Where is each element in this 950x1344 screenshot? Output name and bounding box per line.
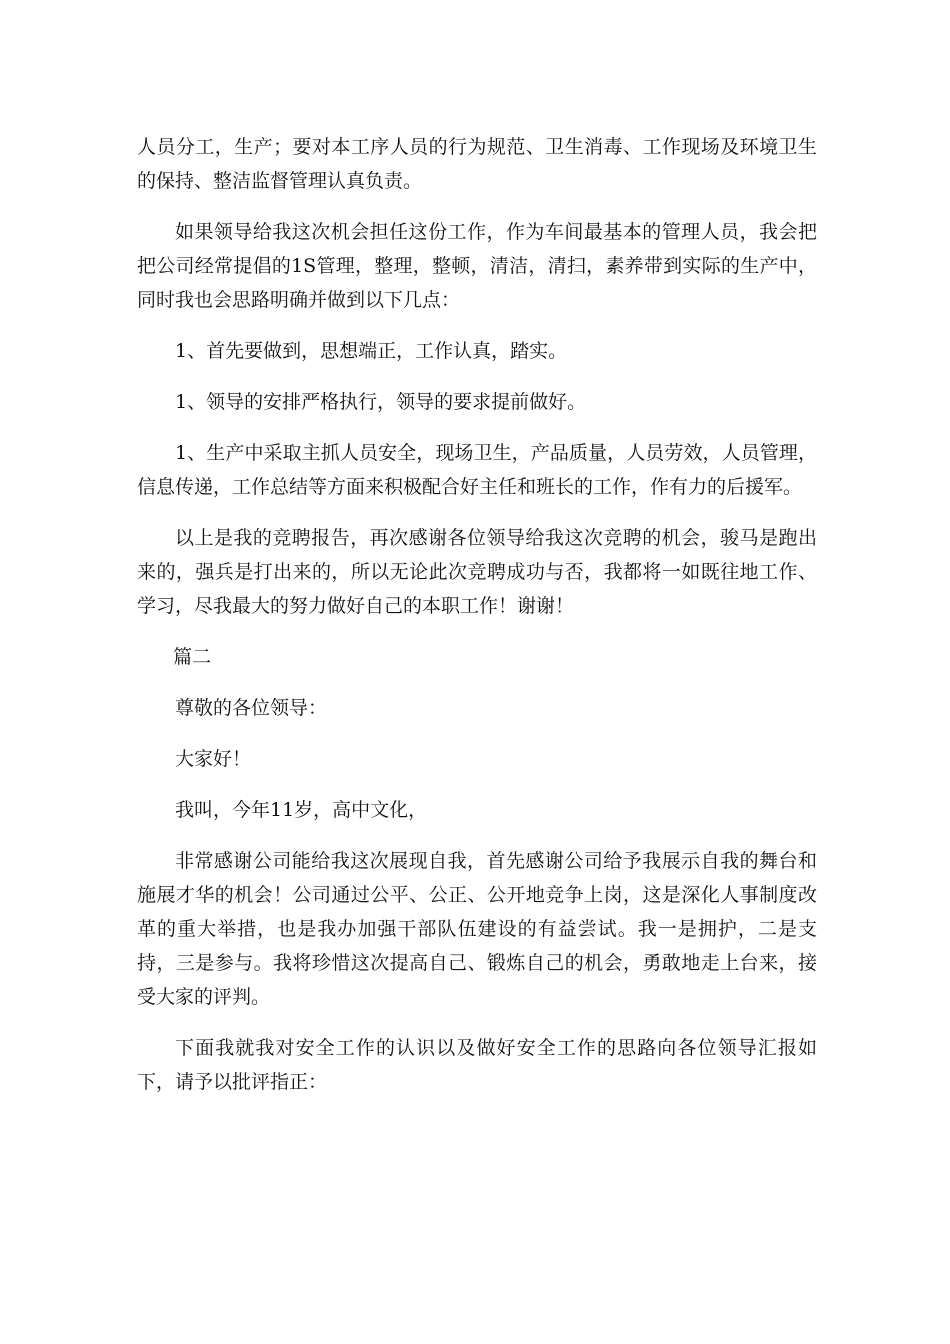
paragraph-continued: 人员分工，生产；要对本工序人员的行为规范、卫生消毒、工作现场及环境卫生的保持、整洁监督管理认真负责。 — [137, 136, 817, 192]
paragraph-thanks: 非常感谢公司能给我这次展现自我，首先感谢公司给予我展示自我的舞台和施展才华的机会！公司通过公平、公正、公开地竞争上岗，这是深化人事制度改革的重大举措，也是我办加强干部队伍建设的有益尝试。我一是拥护，二是支持，三是参与。我将珍惜这次提高自己、锻炼自己的机会，勇敢地走上台来，接受大家的评判。 — [137, 850, 817, 1008]
greeting: 大家好！ — [175, 748, 252, 770]
list-item-production: 1、生产中采取主抓人员安全，现场卫生，产品质量，人员劳效，人员管理，信息传递，工作总结等方面来积极配合好主任和班长的工作，作有力的后援军。 — [137, 442, 817, 498]
salutation: 尊敬的各位领导： — [175, 697, 328, 719]
section-heading: 篇二 — [173, 646, 212, 668]
list-item-execution: 1、领导的安排严格执行，领导的要求提前做好。 — [175, 391, 587, 413]
self-introduction: 我叫，今年11岁，高中文化， — [175, 799, 428, 821]
paragraph-report-intro: 下面我就我对安全工作的认识以及做好安全工作的思路向各位领导汇报如下，请予以批评指正： — [137, 1037, 817, 1093]
list-item-attitude: 1、首先要做到，思想端正，工作认真，踏实。 — [175, 340, 568, 362]
paragraph-opportunity: 如果领导给我这次机会担任这份工作，作为车间最基本的管理人员，我会把把公司经常提倡的1S管理，整理，整顿，清洁，清扫，素养带到实际的生产中，同时我也会思路明确并做到以下几点： — [137, 221, 817, 311]
paragraph-closing: 以上是我的竞聘报告，再次感谢各位领导给我这次竞聘的机会，骏马是跑出来的，强兵是打出来的，所以无论此次竞聘成功与否，我都将一如既往地工作、学习，尽我最大的努力做好自己的本职工作！谢谢！ — [137, 527, 817, 617]
document-body — [137, 130, 817, 1116]
